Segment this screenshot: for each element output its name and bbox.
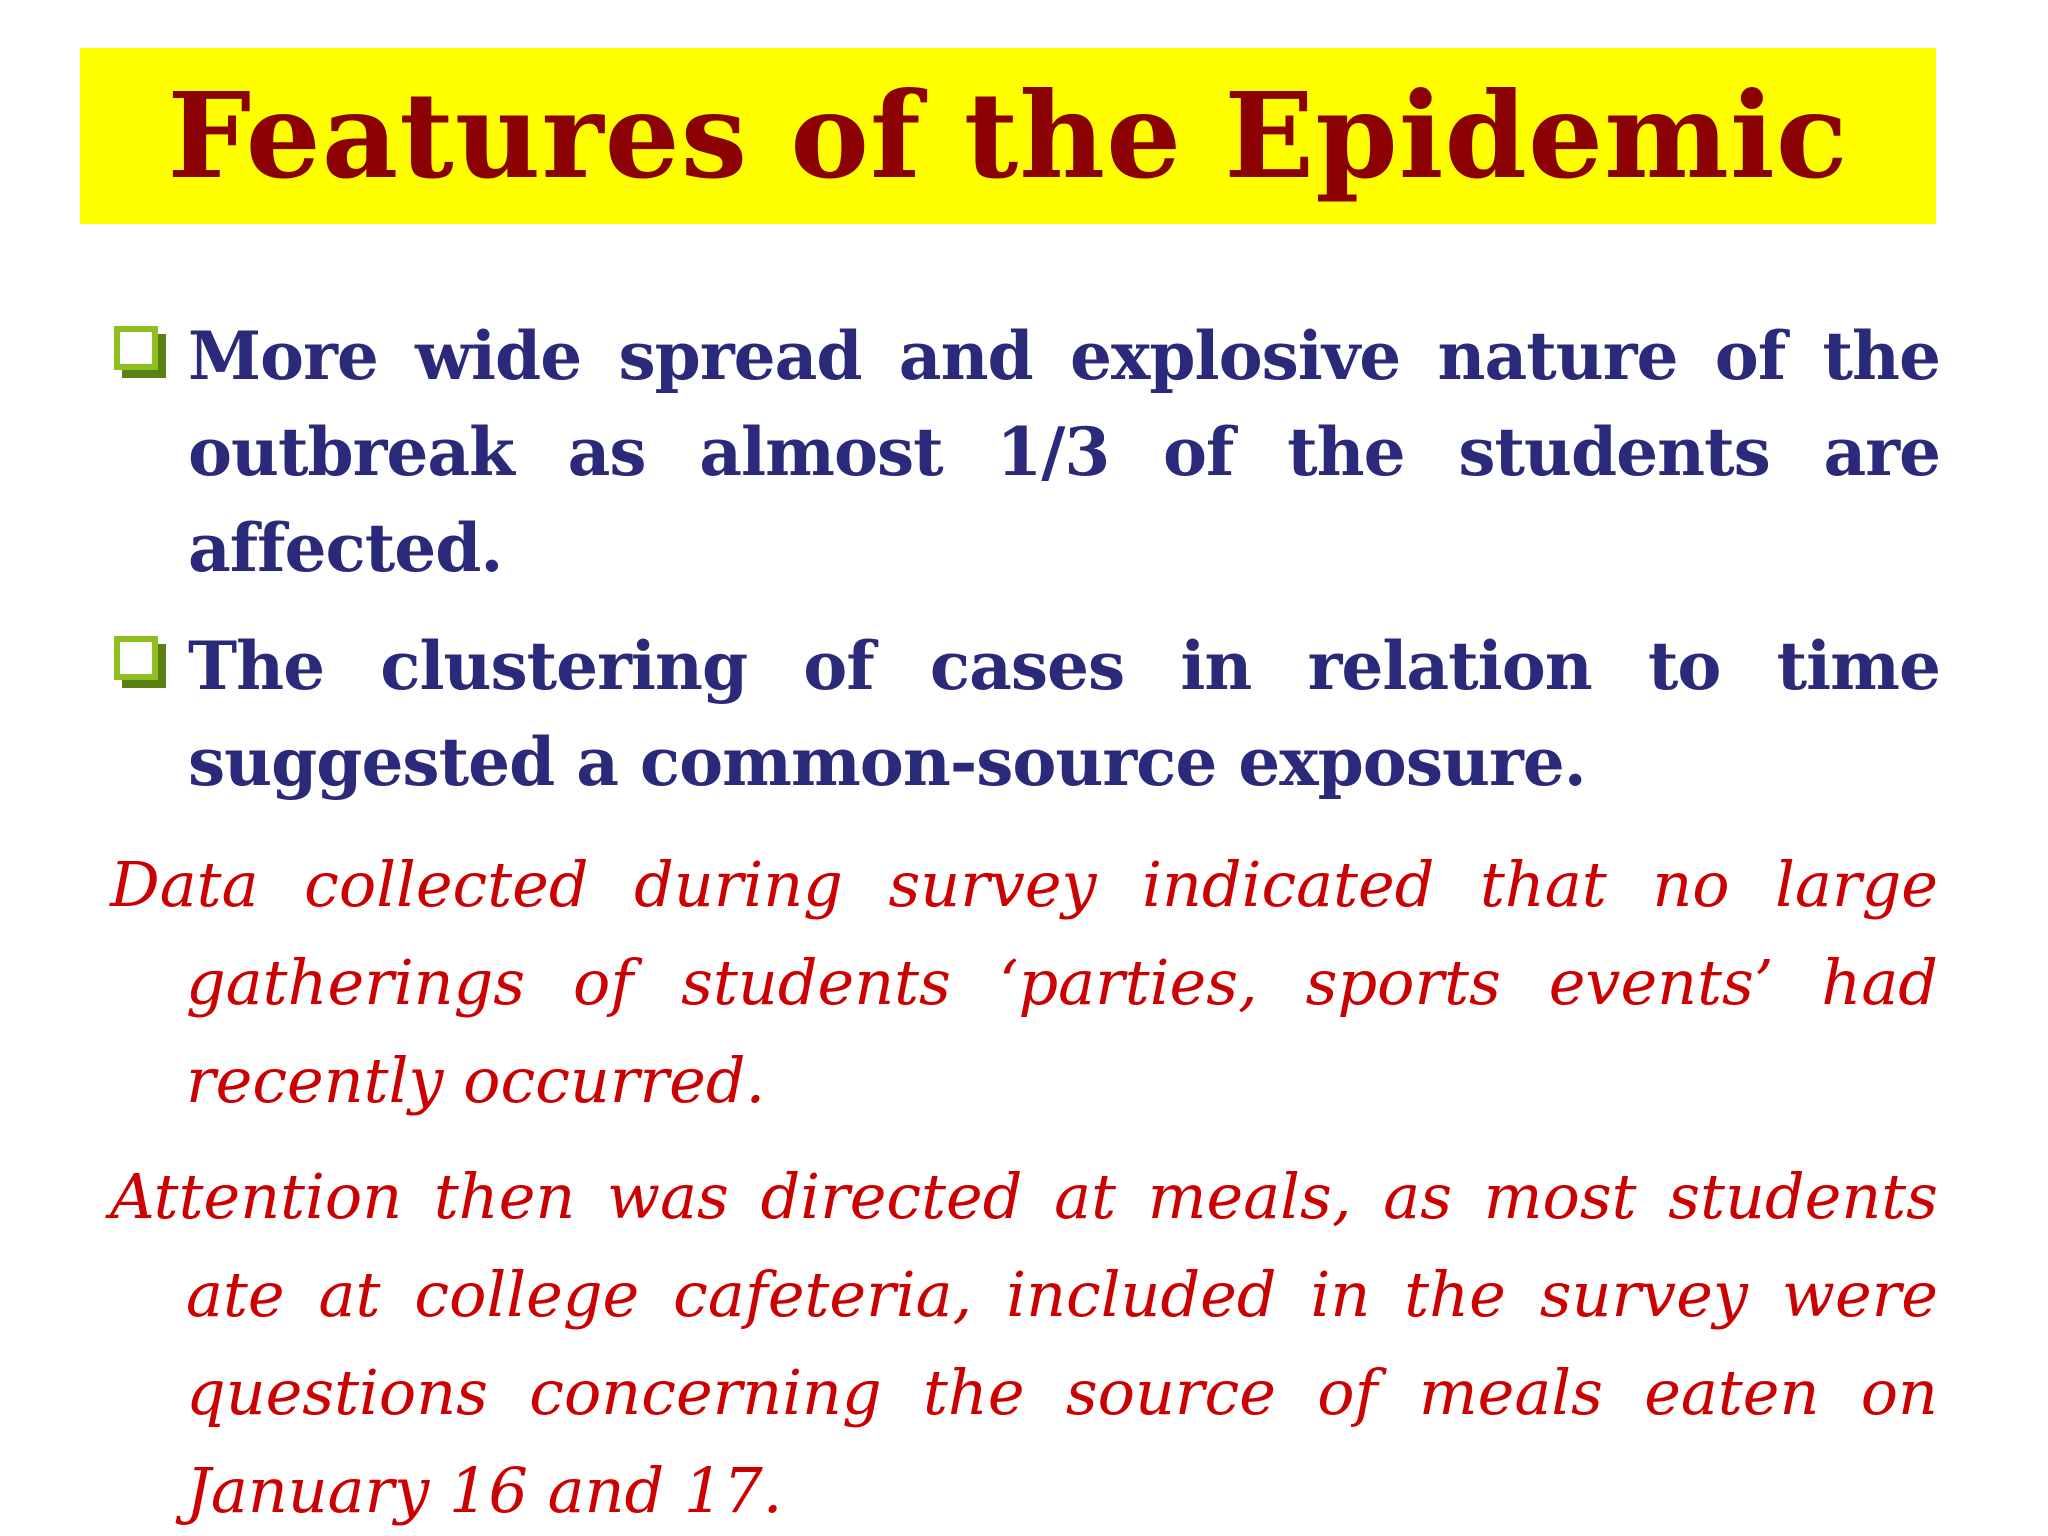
square-checkbox-icon: [112, 324, 168, 380]
bullet-text: More wide spread and explosive nature of the outbreak as almost 1/3 of the students are affected.: [188, 317, 1940, 587]
paragraph-meals: Attention then was directed at meals, as most students ate at college cafeteria, included in the survey were questions concerning the source of meals eaten on January 16 and 17.: [110, 1160, 1938, 1527]
title-banner: [80, 48, 1936, 224]
square-checkbox-icon: [112, 634, 168, 690]
slide-title: Features of the Epidemic: [167, 66, 1849, 205]
paragraph-survey: Data collected during survey indicated that no large gatherings of students ‘parties, sports events’ had recently occurred.: [110, 848, 1938, 1117]
bullet-text: The clustering of cases in relation to time suggested a common-source exposure.: [188, 627, 1940, 801]
